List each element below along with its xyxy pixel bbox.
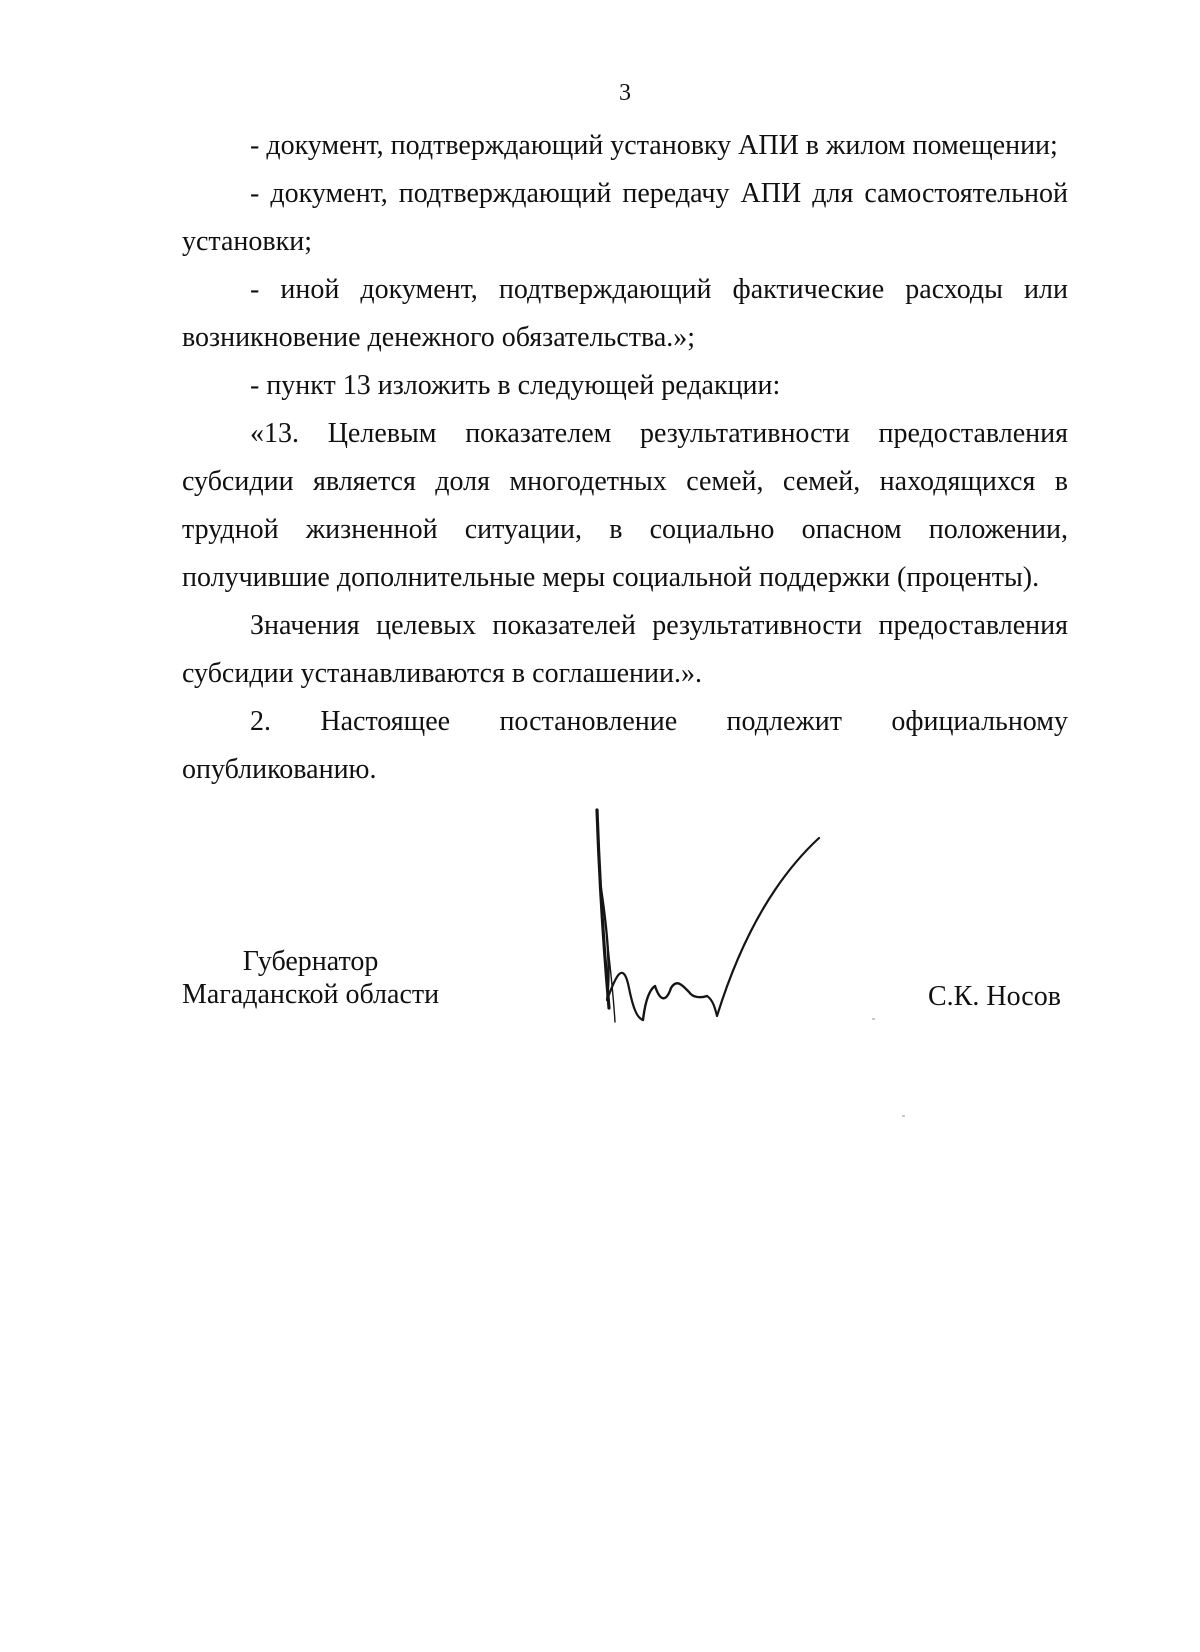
scan-speck [872,1018,875,1020]
signatory-title-line1: Губернатор [242,946,379,977]
document-body [182,122,1068,794]
signatory-name: С.К. Носов [928,981,1061,1012]
scan-speck [902,1115,905,1117]
paragraph-publication: 2. Настоящее постановление подлежит официальному [250,706,1068,737]
paragraph-publication-continued: опубликованию. [182,754,377,785]
paragraph-other-document: - иной документ, подтверждающий фактические расходы или возникновение денежного обязательства.»; [182,274,1068,353]
signatory-title [182,945,439,1011]
paragraph-install-document: - документ, подтверждающий установку АПИ в жилом помещении; [250,130,1058,161]
handwritten-signature [585,808,825,1048]
paragraph-amend-item-13: - пункт 13 изложить в следующей редакции: [250,370,781,401]
page-number: 3 [619,80,631,106]
paragraph-transfer-document: - документ, подтверждающий передачу АПИ для самостоятельной установки; [182,178,1068,257]
paragraph-item-13-text: «13. Целевым показателем результативности предоставления субсидии является доля многодетных семей, семей, находящихся в трудной жизненной ситуации, в социально опасном положении, получившие дополнительные меры социальной поддержки (проценты). [182,418,1068,593]
paragraph-target-values: Значения целевых показателей результативности предоставления субсидии устанавливаются в соглашении.». [182,610,1068,689]
signatory-title-line2: Магаданской области [182,979,440,1010]
